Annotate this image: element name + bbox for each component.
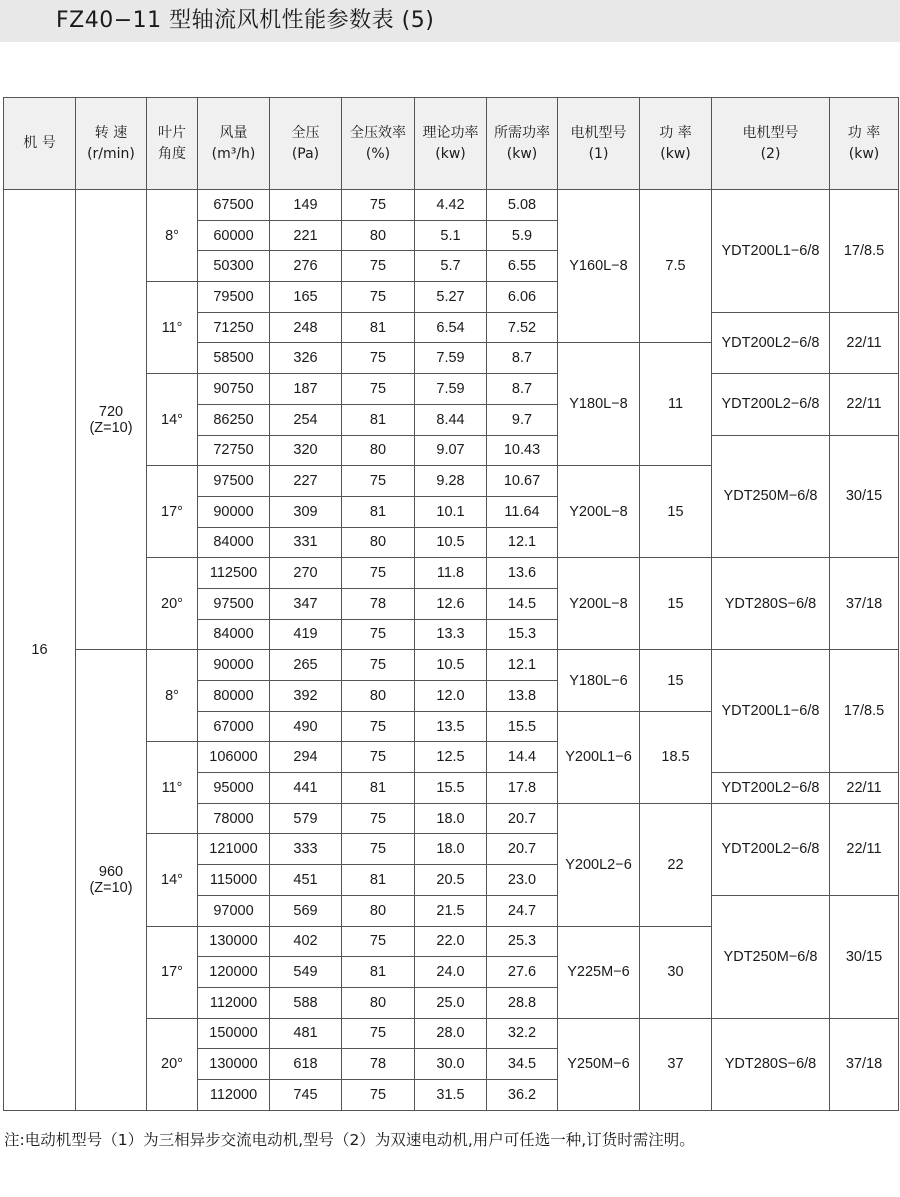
required-power-cell: 9.7 xyxy=(487,404,558,435)
theoretical-power-cell: 28.0 xyxy=(415,1018,487,1049)
pressure-cell: 333 xyxy=(270,834,342,865)
motor2-power-cell: 22/11 xyxy=(830,312,899,373)
efficiency-cell: 75 xyxy=(342,803,415,834)
required-power-cell: 11.64 xyxy=(487,496,558,527)
header-pressure: 全压 (Pa) xyxy=(270,98,342,190)
motor1-model-cell: Y180L−8 xyxy=(558,343,640,466)
blade-angle-cell: 8° xyxy=(147,190,198,282)
pressure-cell: 618 xyxy=(270,1049,342,1080)
page-title: FZ40−11 型轴流风机性能参数表 (5) xyxy=(56,8,435,33)
required-power-cell: 28.8 xyxy=(487,987,558,1018)
airflow-cell: 97000 xyxy=(198,895,270,926)
theoretical-power-cell: 13.5 xyxy=(415,711,487,742)
airflow-cell: 84000 xyxy=(198,619,270,650)
efficiency-cell: 75 xyxy=(342,834,415,865)
motor2-model-cell: YDT200L2−6/8 xyxy=(712,803,830,895)
motor2-power-cell: 30/15 xyxy=(830,435,899,558)
theoretical-power-cell: 18.0 xyxy=(415,803,487,834)
efficiency-cell: 80 xyxy=(342,895,415,926)
theoretical-power-cell: 6.54 xyxy=(415,312,487,343)
blade-angle-cell: 8° xyxy=(147,650,198,742)
pressure-cell: 187 xyxy=(270,374,342,405)
theoretical-power-cell: 5.27 xyxy=(415,282,487,313)
pressure-cell: 149 xyxy=(270,190,342,221)
theoretical-power-cell: 15.5 xyxy=(415,773,487,804)
theoretical-power-cell: 18.0 xyxy=(415,834,487,865)
pressure-cell: 309 xyxy=(270,496,342,527)
header-required-power: 所需功率 (kw) xyxy=(487,98,558,190)
pressure-cell: 441 xyxy=(270,773,342,804)
motor1-power-cell: 37 xyxy=(640,1018,712,1110)
motor1-power-cell: 18.5 xyxy=(640,711,712,803)
required-power-cell: 6.06 xyxy=(487,282,558,313)
pressure-cell: 320 xyxy=(270,435,342,466)
airflow-cell: 97500 xyxy=(198,466,270,497)
airflow-cell: 112000 xyxy=(198,987,270,1018)
efficiency-cell: 75 xyxy=(342,190,415,221)
speed-value: 720 xyxy=(98,403,124,420)
pressure-cell: 294 xyxy=(270,742,342,773)
required-power-cell: 20.7 xyxy=(487,834,558,865)
theoretical-power-cell: 22.0 xyxy=(415,926,487,957)
pressure-cell: 745 xyxy=(270,1079,342,1110)
required-power-cell: 14.4 xyxy=(487,742,558,773)
efficiency-cell: 80 xyxy=(342,987,415,1018)
table-row xyxy=(4,650,899,681)
airflow-cell: 90000 xyxy=(198,650,270,681)
theoretical-power-cell: 12.6 xyxy=(415,588,487,619)
machine-no-cell: 16 xyxy=(4,190,76,1111)
theoretical-power-cell: 9.07 xyxy=(415,435,487,466)
theoretical-power-cell: 10.5 xyxy=(415,527,487,558)
efficiency-cell: 75 xyxy=(342,650,415,681)
header-machine-no: 机 号 xyxy=(4,98,76,190)
motor2-model-cell: YDT250M−6/8 xyxy=(712,435,830,558)
airflow-cell: 67000 xyxy=(198,711,270,742)
motor1-model-cell: Y160L−8 xyxy=(558,190,640,343)
header-motor1-model: 电机型号 (1) xyxy=(558,98,640,190)
efficiency-cell: 80 xyxy=(342,527,415,558)
motor2-power-cell: 30/15 xyxy=(830,895,899,1018)
theoretical-power-cell: 7.59 xyxy=(415,343,487,374)
airflow-cell: 80000 xyxy=(198,681,270,712)
airflow-cell: 112000 xyxy=(198,1079,270,1110)
theoretical-power-cell: 10.5 xyxy=(415,650,487,681)
blade-angle-cell: 11° xyxy=(147,742,198,834)
airflow-cell: 78000 xyxy=(198,803,270,834)
required-power-cell: 7.52 xyxy=(487,312,558,343)
airflow-cell: 112500 xyxy=(198,558,270,589)
airflow-cell: 130000 xyxy=(198,926,270,957)
motor2-model-cell: YDT280S−6/8 xyxy=(712,1018,830,1110)
blade-angle-cell: 20° xyxy=(147,1018,198,1110)
speed-cell xyxy=(76,650,147,1110)
required-power-cell: 36.2 xyxy=(487,1079,558,1110)
efficiency-cell: 75 xyxy=(342,558,415,589)
pressure-cell: 276 xyxy=(270,251,342,282)
motor1-model-cell: Y250M−6 xyxy=(558,1018,640,1110)
theoretical-power-cell: 5.1 xyxy=(415,220,487,251)
header-motor2-power: 功 率 (kw) xyxy=(830,98,899,190)
pressure-cell: 569 xyxy=(270,895,342,926)
theoretical-power-cell: 21.5 xyxy=(415,895,487,926)
speed-note: (Z=10) xyxy=(89,879,133,896)
efficiency-cell: 75 xyxy=(342,1079,415,1110)
airflow-cell: 97500 xyxy=(198,588,270,619)
motor1-model-cell: Y200L−8 xyxy=(558,466,640,558)
header-airflow: 风量 (m³/h) xyxy=(198,98,270,190)
required-power-cell: 13.8 xyxy=(487,681,558,712)
required-power-cell: 23.0 xyxy=(487,865,558,896)
pressure-cell: 481 xyxy=(270,1018,342,1049)
efficiency-cell: 75 xyxy=(342,374,415,405)
theoretical-power-cell: 9.28 xyxy=(415,466,487,497)
theoretical-power-cell: 10.1 xyxy=(415,496,487,527)
efficiency-cell: 75 xyxy=(342,466,415,497)
pressure-cell: 347 xyxy=(270,588,342,619)
airflow-cell: 121000 xyxy=(198,834,270,865)
airflow-cell: 120000 xyxy=(198,957,270,988)
speed-note: (Z=10) xyxy=(89,419,133,436)
blade-angle-cell: 20° xyxy=(147,558,198,650)
efficiency-cell: 75 xyxy=(342,926,415,957)
theoretical-power-cell: 12.5 xyxy=(415,742,487,773)
required-power-cell: 25.3 xyxy=(487,926,558,957)
airflow-cell: 60000 xyxy=(198,220,270,251)
motor2-model-cell: YDT200L2−6/8 xyxy=(712,374,830,435)
theoretical-power-cell: 11.8 xyxy=(415,558,487,589)
airflow-cell: 67500 xyxy=(198,190,270,221)
motor1-power-cell: 30 xyxy=(640,926,712,1018)
required-power-cell: 8.7 xyxy=(487,374,558,405)
airflow-cell: 84000 xyxy=(198,527,270,558)
title-bar xyxy=(0,0,900,42)
pressure-cell: 227 xyxy=(270,466,342,497)
required-power-cell: 8.7 xyxy=(487,343,558,374)
airflow-cell: 90000 xyxy=(198,496,270,527)
efficiency-cell: 81 xyxy=(342,404,415,435)
airflow-cell: 86250 xyxy=(198,404,270,435)
theoretical-power-cell: 7.59 xyxy=(415,374,487,405)
pressure-cell: 270 xyxy=(270,558,342,589)
motor1-power-cell: 11 xyxy=(640,343,712,466)
efficiency-cell: 81 xyxy=(342,773,415,804)
required-power-cell: 27.6 xyxy=(487,957,558,988)
blade-angle-cell: 11° xyxy=(147,282,198,374)
efficiency-cell: 75 xyxy=(342,282,415,313)
airflow-cell: 72750 xyxy=(198,435,270,466)
required-power-cell: 12.1 xyxy=(487,527,558,558)
motor1-model-cell: Y200L2−6 xyxy=(558,803,640,926)
motor1-model-cell: Y225M−6 xyxy=(558,926,640,1018)
required-power-cell: 32.2 xyxy=(487,1018,558,1049)
motor2-model-cell: YDT200L2−6/8 xyxy=(712,773,830,804)
airflow-cell: 58500 xyxy=(198,343,270,374)
airflow-cell: 95000 xyxy=(198,773,270,804)
theoretical-power-cell: 5.7 xyxy=(415,251,487,282)
header-theoretical-power: 理论功率 (kw) xyxy=(415,98,487,190)
theoretical-power-cell: 20.5 xyxy=(415,865,487,896)
efficiency-cell: 81 xyxy=(342,312,415,343)
airflow-cell: 71250 xyxy=(198,312,270,343)
theoretical-power-cell: 31.5 xyxy=(415,1079,487,1110)
pressure-cell: 549 xyxy=(270,957,342,988)
airflow-cell: 150000 xyxy=(198,1018,270,1049)
efficiency-cell: 78 xyxy=(342,588,415,619)
motor2-power-cell: 22/11 xyxy=(830,803,899,895)
theoretical-power-cell: 8.44 xyxy=(415,404,487,435)
efficiency-cell: 80 xyxy=(342,435,415,466)
motor1-power-cell: 15 xyxy=(640,558,712,650)
blade-angle-cell: 17° xyxy=(147,466,198,558)
required-power-cell: 5.08 xyxy=(487,190,558,221)
pressure-cell: 402 xyxy=(270,926,342,957)
motor2-power-cell: 37/18 xyxy=(830,558,899,650)
efficiency-cell: 78 xyxy=(342,1049,415,1080)
speed-cell xyxy=(76,190,147,650)
header-row xyxy=(4,98,899,190)
airflow-cell: 79500 xyxy=(198,282,270,313)
motor2-model-cell: YDT250M−6/8 xyxy=(712,895,830,1018)
airflow-cell: 90750 xyxy=(198,374,270,405)
required-power-cell: 15.5 xyxy=(487,711,558,742)
efficiency-cell: 75 xyxy=(342,251,415,282)
airflow-cell: 50300 xyxy=(198,251,270,282)
required-power-cell: 14.5 xyxy=(487,588,558,619)
theoretical-power-cell: 24.0 xyxy=(415,957,487,988)
motor2-power-cell: 17/8.5 xyxy=(830,190,899,313)
efficiency-cell: 80 xyxy=(342,220,415,251)
efficiency-cell: 75 xyxy=(342,1018,415,1049)
motor1-power-cell: 15 xyxy=(640,466,712,558)
efficiency-cell: 81 xyxy=(342,957,415,988)
header-motor1-power: 功 率 (kw) xyxy=(640,98,712,190)
pressure-cell: 392 xyxy=(270,681,342,712)
motor1-power-cell: 15 xyxy=(640,650,712,711)
motor2-power-cell: 22/11 xyxy=(830,773,899,804)
motor1-model-cell: Y200L−8 xyxy=(558,558,640,650)
performance-table xyxy=(3,97,899,1111)
pressure-cell: 254 xyxy=(270,404,342,435)
header-efficiency: 全压效率 (%) xyxy=(342,98,415,190)
theoretical-power-cell: 4.42 xyxy=(415,190,487,221)
theoretical-power-cell: 13.3 xyxy=(415,619,487,650)
motor2-power-cell: 22/11 xyxy=(830,374,899,435)
header-speed: 转 速 (r/min) xyxy=(76,98,147,190)
efficiency-cell: 80 xyxy=(342,681,415,712)
table-row xyxy=(4,190,899,221)
motor1-power-cell: 7.5 xyxy=(640,190,712,343)
pressure-cell: 221 xyxy=(270,220,342,251)
required-power-cell: 10.43 xyxy=(487,435,558,466)
required-power-cell: 20.7 xyxy=(487,803,558,834)
header-motor2-model: 电机型号 (2) xyxy=(712,98,830,190)
motor2-model-cell: YDT200L1−6/8 xyxy=(712,650,830,773)
pressure-cell: 248 xyxy=(270,312,342,343)
pressure-cell: 265 xyxy=(270,650,342,681)
efficiency-cell: 75 xyxy=(342,619,415,650)
motor2-model-cell: YDT280S−6/8 xyxy=(712,558,830,650)
blade-angle-cell: 14° xyxy=(147,834,198,926)
efficiency-cell: 81 xyxy=(342,865,415,896)
pressure-cell: 579 xyxy=(270,803,342,834)
motor2-model-cell: YDT200L2−6/8 xyxy=(712,312,830,373)
pressure-cell: 165 xyxy=(270,282,342,313)
motor2-power-cell: 37/18 xyxy=(830,1018,899,1110)
pressure-cell: 331 xyxy=(270,527,342,558)
efficiency-cell: 75 xyxy=(342,343,415,374)
theoretical-power-cell: 25.0 xyxy=(415,987,487,1018)
required-power-cell: 34.5 xyxy=(487,1049,558,1080)
required-power-cell: 6.55 xyxy=(487,251,558,282)
efficiency-cell: 81 xyxy=(342,496,415,527)
required-power-cell: 15.3 xyxy=(487,619,558,650)
footnote: 注:电动机型号（1）为三相异步交流电动机,型号（2）为双速电动机,用户可任选一种,订货时需注明。 xyxy=(4,1131,695,1149)
pressure-cell: 588 xyxy=(270,987,342,1018)
speed-value: 960 xyxy=(98,863,124,880)
blade-angle-cell: 17° xyxy=(147,926,198,1018)
theoretical-power-cell: 12.0 xyxy=(415,681,487,712)
required-power-cell: 5.9 xyxy=(487,220,558,251)
blade-angle-cell: 14° xyxy=(147,374,198,466)
required-power-cell: 24.7 xyxy=(487,895,558,926)
motor2-power-cell: 17/8.5 xyxy=(830,650,899,773)
required-power-cell: 17.8 xyxy=(487,773,558,804)
motor2-model-cell: YDT200L1−6/8 xyxy=(712,190,830,313)
motor1-model-cell: Y200L1−6 xyxy=(558,711,640,803)
airflow-cell: 115000 xyxy=(198,865,270,896)
airflow-cell: 130000 xyxy=(198,1049,270,1080)
pressure-cell: 451 xyxy=(270,865,342,896)
required-power-cell: 12.1 xyxy=(487,650,558,681)
pressure-cell: 326 xyxy=(270,343,342,374)
efficiency-cell: 75 xyxy=(342,711,415,742)
efficiency-cell: 75 xyxy=(342,742,415,773)
pressure-cell: 490 xyxy=(270,711,342,742)
pressure-cell: 419 xyxy=(270,619,342,650)
motor1-model-cell: Y180L−6 xyxy=(558,650,640,711)
motor1-power-cell: 22 xyxy=(640,803,712,926)
required-power-cell: 10.67 xyxy=(487,466,558,497)
airflow-cell: 106000 xyxy=(198,742,270,773)
theoretical-power-cell: 30.0 xyxy=(415,1049,487,1080)
header-blade-angle: 叶片 角度 xyxy=(147,98,198,190)
required-power-cell: 13.6 xyxy=(487,558,558,589)
